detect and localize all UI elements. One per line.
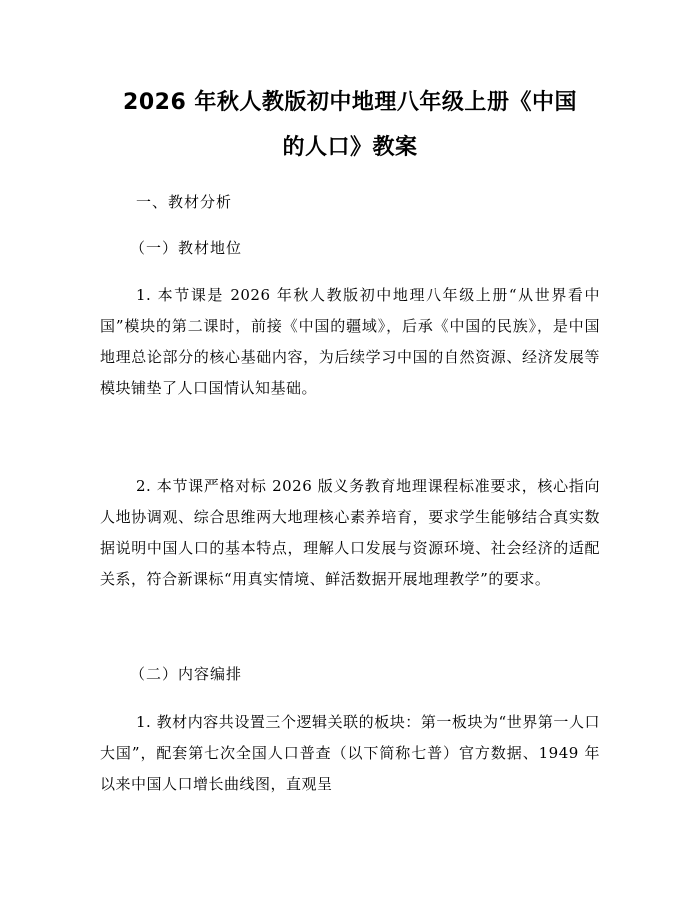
document-title-line-2: 的人口》教案 [282,135,418,160]
section-heading-textbook-analysis: 一、教材分析 [136,193,233,211]
subsection-heading-content-arrangement: （二）内容编排 [130,665,243,683]
document-title-line-1: 2026 年秋人教版初中地理八年级上册《中国 [123,90,577,115]
subsection-heading-textbook-position: （一）教材地位 [130,239,243,257]
paragraph-1: 1. 本节课是 2026 年秋人教版初中地理八年级上册“从世界看中国”模块的第二课时，前接《中国的疆域》，后承《中国的民族》，是中国地理总论部分的核心基础内容，为后续学习中国的自然资源、经济发展等模块铺垫了人口国情认知基础。 [100,286,600,397]
paragraph-3: 1. 教材内容共设置三个逻辑关联的板块：第一板块为“世界第一人口大国”，配套第七次全国人口普查（以下简称七普）官方数据、1949 年以来中国人口增长曲线图，直观呈 [100,713,600,793]
paragraph-2: 2. 本节课严格对标 2026 版义务教育地理课程标准要求，核心指向人地协调观、综合思维两大地理核心素养培育，要求学生能够结合真实数据说明中国人口的基本特点，理解人口发展与资源环境、社会经济的适配关系，符合新课标“用真实情境、鲜活数据开展地理教学”的要求。 [100,477,600,588]
